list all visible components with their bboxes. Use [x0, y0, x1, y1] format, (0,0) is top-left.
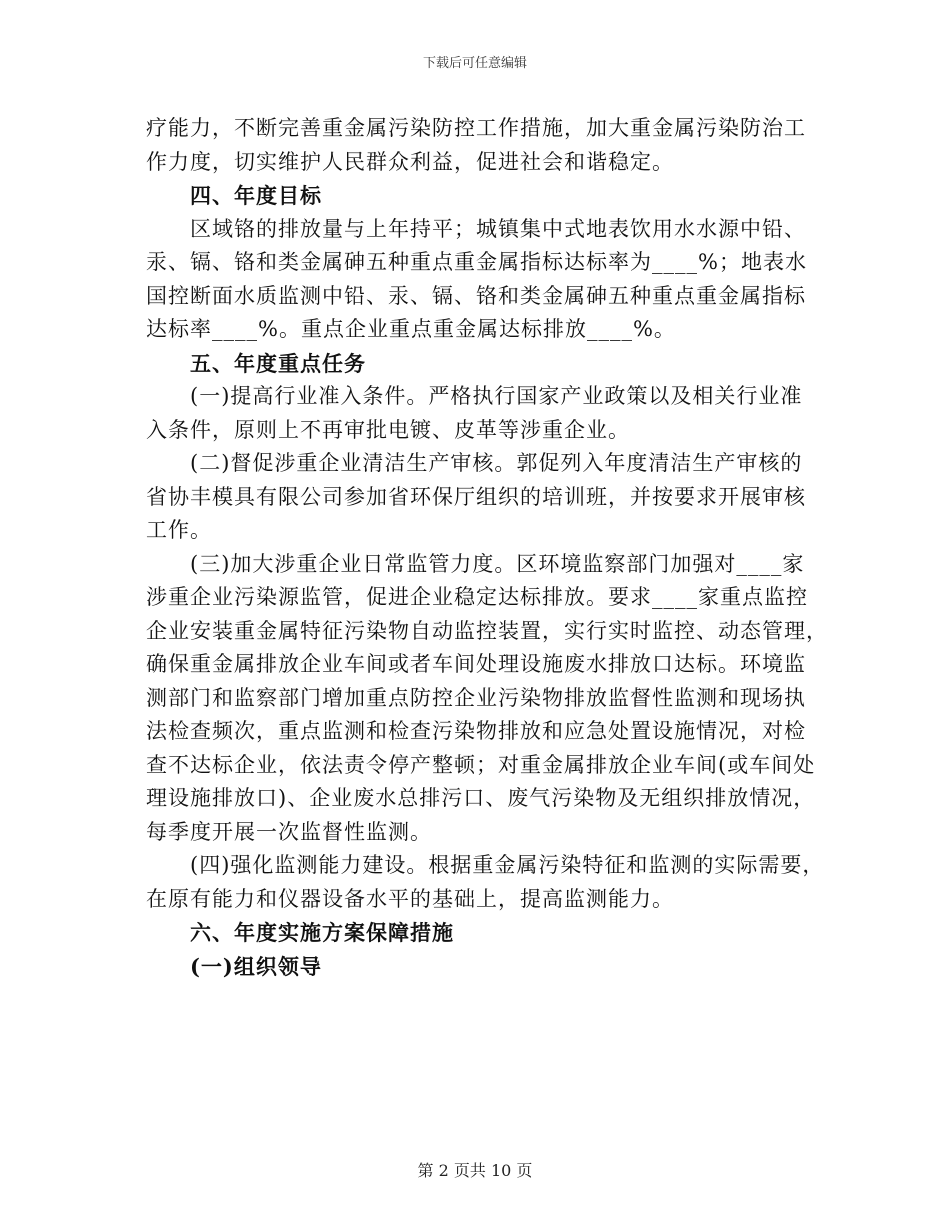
paragraph-line: 汞、镉、铬和类金属砷五种重点重金属指标达标率为____%；地表水 — [146, 250, 807, 274]
paragraph-line: 企业安装重金属特征污染物自动监控装置，实行实时监控、动态管理， — [146, 618, 828, 643]
paragraph-line: 国控断面水质监测中铅、汞、镉、铬和类金属砷五种重点重金属指标 — [146, 283, 806, 308]
page-footer: 第 2 页共 10 页 — [417, 1161, 533, 1180]
paragraph-line: 测部门和监察部门增加重点防控企业污染物排放监督性监测和现场执 — [146, 685, 806, 710]
section-heading: 六、年度实施方案保障措施 — [190, 920, 454, 945]
paragraph-line: 查不达标企业，依法责令停产整顿；对重金属排放企业车间(或车间处 — [146, 752, 816, 777]
paragraph-line: (二)督促涉重企业清洁生产审核。郭促列入年度清洁生产审核的 — [190, 451, 803, 475]
paragraph-line: 区域铬的排放量与上年持平；城镇集中式地表饮用水水源中铅、 — [190, 216, 806, 241]
paragraph-line: 法检查频次，重点监测和检查污染物排放和应急处置设施情况，对检 — [146, 719, 806, 743]
paragraph-line: 达标率____%。重点企业重点重金属达标排放____%。 — [146, 317, 676, 341]
subsection-heading: (一)组织领导 — [190, 953, 322, 979]
document-body — [146, 112, 828, 983]
paragraph-line: 工作。 — [146, 518, 212, 542]
paragraph-line: 作力度，切实维护人民群众利益，促进社会和谐稳定。 — [146, 149, 674, 174]
paragraph-line: 疗能力，不断完善重金属污染防控工作措施，加大重金属污染防治工 — [146, 116, 806, 140]
section-heading: 四、年度目标 — [190, 183, 322, 208]
paragraph-line: (一)提高行业准入条件。严格执行国家产业政策以及相关行业准 — [190, 384, 803, 408]
paragraph-line: 每季度开展一次监督性监测。 — [146, 819, 432, 844]
section-heading: 五、年度重点任务 — [190, 350, 366, 376]
paragraph-line: (三)加大涉重企业日常监管力度。区环境监察部门加强对____家 — [190, 551, 805, 576]
paragraph-line: 确保重金属排放企业车间或者车间处理设施废水排放口达标。环境监 — [146, 652, 806, 676]
paragraph-line: 理设施排放口)、企业废水总排污口、废气污染物及无组织排放情况， — [146, 786, 816, 810]
paragraph-line: 入条件，原则上不再审批电镀、皮革等涉重企业。 — [146, 417, 630, 442]
paragraph-line: (四)强化监测能力建设。根据重金属污染特征和监测的实际需要， — [190, 853, 825, 877]
paragraph-line: 在原有能力和仪器设备水平的基础上，提高监测能力。 — [146, 886, 674, 911]
paragraph-line: 省协丰模具有限公司参加省环保厅组织的培训班，并按要求开展审核 — [146, 484, 806, 509]
paragraph-line: 涉重企业污染源监管，促进企业稳定达标排放。要求____家重点监控 — [146, 585, 808, 609]
page-header: 下载后可任意编辑 — [422, 56, 527, 71]
